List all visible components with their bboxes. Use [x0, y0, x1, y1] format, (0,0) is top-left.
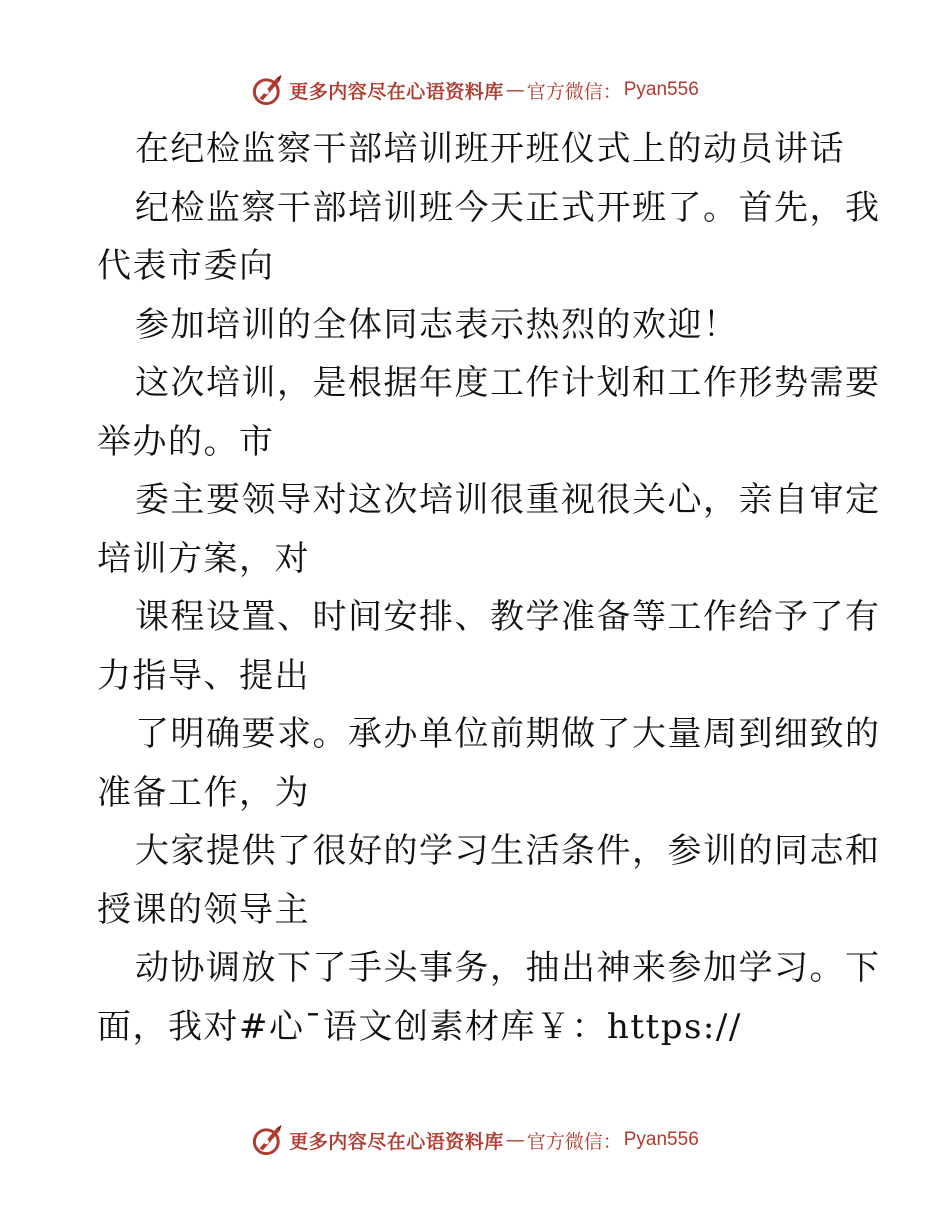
banner-dash: —	[505, 79, 525, 101]
paragraph-line: 参加培训的全体同志表示热烈的欢迎！	[135, 304, 739, 345]
banner-wechat-id: Pyan556	[623, 1129, 699, 1150]
quill-pen-logo-icon	[251, 1123, 285, 1157]
document-title: 在纪检监察干部培训班开班仪式上的动员讲话	[135, 129, 845, 169]
banner-wechat-label: 官方微信：	[526, 1130, 622, 1153]
paragraph-line: 面，我对#心¯语文创素材库￥：https://	[97, 1006, 742, 1047]
banner-slogan: 更多内容尽在心语资料库	[289, 1130, 504, 1153]
paragraph-line: 课程设置、时间安排、教学准备等工作给予了有	[135, 597, 881, 637]
paragraph-line: 这次培训，是根据年度工作计划和工作形势需要	[135, 363, 881, 403]
paragraph-line: 了明确要求。承办单位前期做了大量周到细致的	[135, 714, 881, 754]
banner-slogan: 更多内容尽在心语资料库	[289, 80, 504, 103]
paragraph-line: 委主要领导对这次培训很重视很关心，亲自审定	[135, 480, 881, 520]
banner-dash: —	[505, 1129, 525, 1151]
quill-pen-logo-icon	[251, 73, 285, 107]
paragraph-line: 举办的。市	[97, 421, 275, 462]
banner-wechat-label: 官方微信：	[526, 80, 622, 103]
header-banner	[0, 70, 950, 110]
banner-wechat-id: Pyan556	[623, 79, 699, 100]
paragraph-line: 培训方案，对	[97, 538, 310, 579]
paragraph-line: 纪检监察干部培训班今天正式开班了。首先，我	[135, 187, 881, 228]
footer-banner	[0, 1120, 950, 1160]
paragraph-line: 动协调放下了手头事务，抽出神来参加学习。下	[135, 948, 881, 988]
paragraph-line: 授课的领导主	[97, 889, 310, 930]
document-body	[97, 120, 881, 1056]
paragraph-line: 代表市委向	[97, 246, 275, 286]
paragraph-line: 大家提供了很好的学习生活条件，参训的同志和	[135, 831, 881, 871]
paragraph-line: 力指导、提出	[97, 655, 310, 696]
paragraph-line: 准备工作，为	[97, 772, 310, 813]
